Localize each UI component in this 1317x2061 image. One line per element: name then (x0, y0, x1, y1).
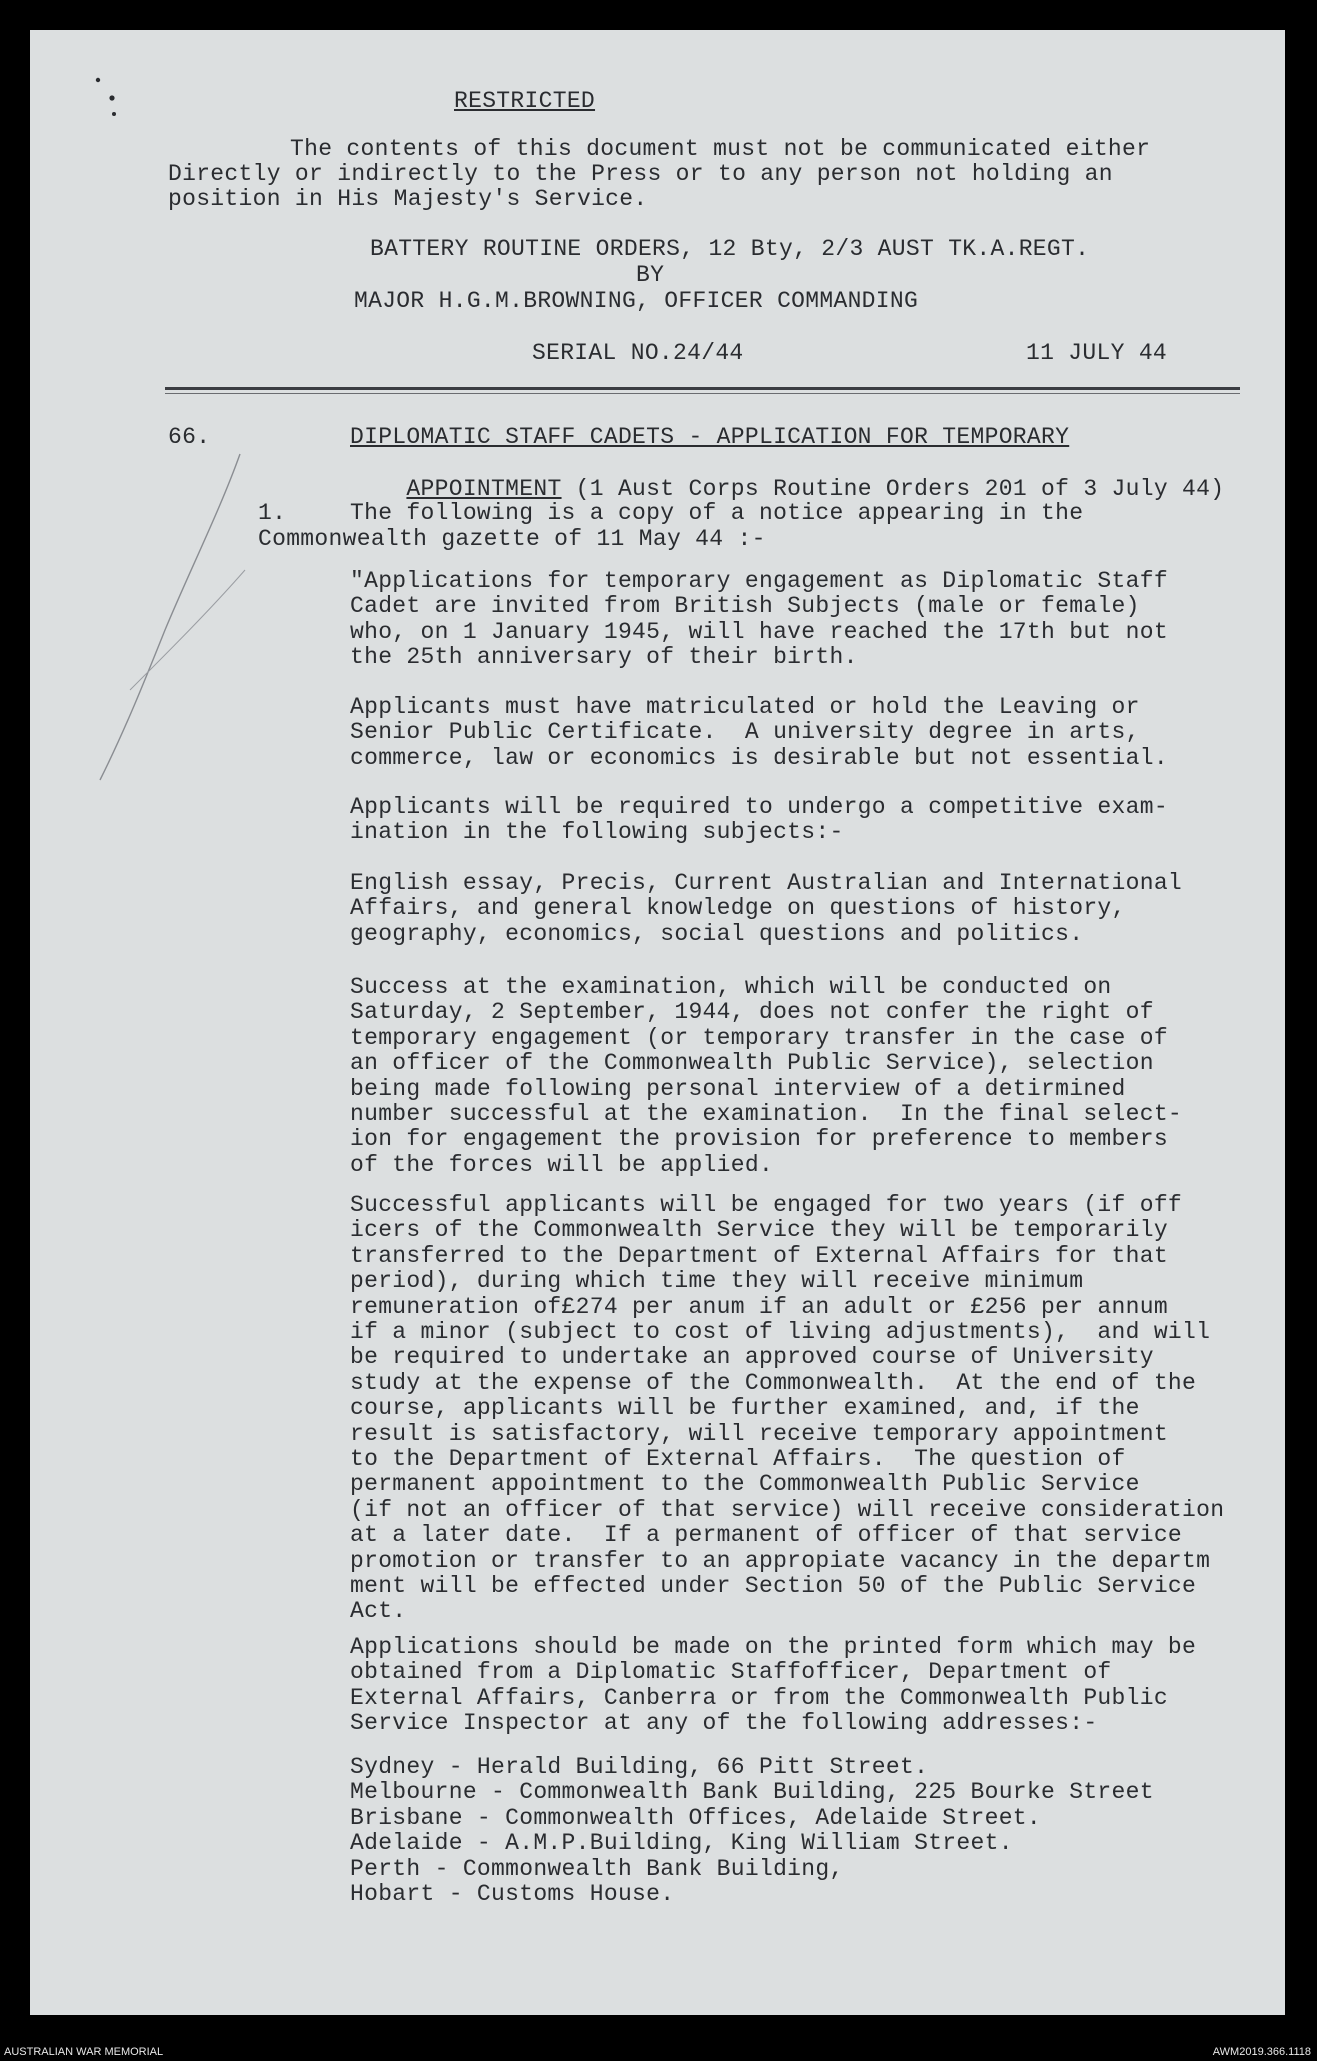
notice-paragraph-8-line: Melbourne - Commonwealth Bank Building, 225 Bourke Street (350, 1779, 1154, 1805)
notice-paragraph-6-line: transferred to the Department of External Affairs for that (350, 1243, 1168, 1269)
notice-paragraph-7-line: obtained from a Diplomatic Staffofficer, Department of (350, 1659, 1112, 1685)
paper-crease (70, 450, 250, 790)
notice-paragraph-5-line: ion for engagement the provision for preference to members (350, 1126, 1168, 1152)
notice-paragraph-6-line: at a later date. If a permanent of officer of that service (350, 1522, 1183, 1548)
notice-paragraph-7-line: External Affairs, Canberra or from the Commonwealth Public (350, 1685, 1168, 1711)
notice-paragraph-6-line: result is satisfactory, will receive temporary appointment (350, 1421, 1168, 1447)
item-heading-line-1: DIPLOMATIC STAFF CADETS - APPLICATION FOR TEMPORARY (350, 424, 1070, 450)
notice-paragraph-3-line: ination in the following subjects:- (350, 819, 844, 845)
notice-paragraph-7-line: Applications should be made on the printed form which may be (350, 1634, 1197, 1660)
notice-paragraph-8-line: Hobart - Customs House. (350, 1881, 675, 1907)
serial-number: SERIAL NO.24/44 (532, 340, 744, 366)
intro-line-1: The following is a copy of a notice appearing in the (350, 500, 1084, 526)
notice-paragraph-6-line: Successful applicants will be engaged for two years (if off (350, 1192, 1183, 1218)
notice-paragraph-6-line: icers of the Commonwealth Service they will be temporarily (350, 1217, 1168, 1243)
notice-paragraph-4-line: Affairs, and general knowledge on questions of history, (350, 895, 1126, 921)
ink-specks (90, 74, 130, 134)
item-heading-reference: (1 Aust Corps Routine Orders 201 of 3 July 44) (561, 476, 1225, 502)
notice-line-2: Directly or indirectly to the Press or to any person not holding an (168, 161, 1113, 187)
notice-paragraph-2-line: Senior Public Certificate. A university degree in arts, (350, 719, 1140, 745)
document-date: 11 JULY 44 (1026, 340, 1168, 366)
notice-paragraph-8-line: Perth - Commonwealth Bank Building, (350, 1856, 844, 1882)
header-rule-thin (165, 393, 1240, 394)
notice-line-1: The contents of this document must not be communicated either (290, 136, 1151, 162)
notice-paragraph-2-line: Applicants must have matriculated or hold the Leaving or (350, 694, 1140, 720)
archive-accession-number: AWM2019.366.1118 (1212, 2046, 1311, 2058)
notice-paragraph-4-line: English essay, Precis, Current Australian and International (350, 870, 1183, 896)
notice-paragraph-8-line: Sydney - Herald Building, 66 Pitt Street. (350, 1754, 929, 1780)
title-line-1: BATTERY ROUTINE ORDERS, 12 Bty, 2/3 AUST TK.A.REGT. (370, 236, 1090, 262)
archive-credit: AUSTRALIAN WAR MEMORIAL (4, 2046, 164, 2058)
item-heading-appointment: APPOINTMENT (406, 476, 562, 502)
notice-paragraph-5-line: being made following personal interview of a detirmined (350, 1076, 1126, 1102)
notice-paragraph-6-line: period), during which time they will receive minimum (350, 1268, 1084, 1294)
notice-paragraph-7-line: Service Inspector at any of the following addresses:- (350, 1710, 1098, 1736)
header-rule (165, 387, 1240, 390)
notice-paragraph-6-line: study at the expense of the Commonwealth. At the end of the (350, 1370, 1197, 1396)
notice-paragraph-6-line: Act. (350, 1598, 407, 1624)
notice-paragraph-6-line: if a minor (subject to cost of living adjustments), and will (350, 1319, 1211, 1345)
notice-paragraph-6-line: promotion or transfer to an appropiate vacancy in the departm (350, 1548, 1211, 1574)
intro-line-2: Commonwealth gazette of 11 May 44 :- (258, 526, 766, 552)
notice-paragraph-8-line: Brisbane - Commonwealth Offices, Adelaide Street. (350, 1805, 1042, 1831)
notice-paragraph-2-line: commerce, law or economics is desirable but not essential. (350, 745, 1168, 771)
document-page (30, 30, 1285, 2015)
notice-paragraph-6-line: course, applicants will be further examined, and, if the (350, 1395, 1140, 1421)
notice-paragraph-6-line: permanent appointment to the Commonwealth Public Service (350, 1471, 1140, 1497)
notice-paragraph-6-line: be required to undertake an approved course of University (350, 1344, 1154, 1370)
item-number: 66. (168, 424, 211, 450)
title-line-3: MAJOR H.G.M.BROWNING, OFFICER COMMANDING (354, 288, 919, 314)
notice-paragraph-6-line: ment will be effected under Section 50 of the Public Service (350, 1573, 1197, 1599)
notice-paragraph-8-line: Adelaide - A.M.P.Building, King William Street. (350, 1830, 1013, 1856)
notice-paragraph-1-line: Cadet are invited from British Subjects (male or female) (350, 593, 1140, 619)
notice-paragraph-5-line: Success at the examination, which will be conducted on (350, 974, 1112, 1000)
notice-paragraph-6-line: remuneration of£274 per anum if an adult or £256 per annum (350, 1294, 1168, 1320)
notice-paragraph-1-line: who, on 1 January 1945, will have reached the 17th but not (350, 619, 1168, 645)
notice-paragraph-6-line: (if not an officer of that service) will receive consideration (350, 1497, 1225, 1523)
notice-paragraph-5-line: temporary engagement (or temporary transfer in the case of (350, 1025, 1168, 1051)
notice-paragraph-3-line: Applicants will be required to undergo a competitive exam- (350, 794, 1168, 820)
notice-paragraph-1-line: "Applications for temporary engagement as Diplomatic Staff (350, 568, 1168, 594)
notice-paragraph-6-line: to the Department of External Affairs. The question of (350, 1446, 1126, 1472)
notice-paragraph-5-line: Saturday, 2 September, 1944, does not confer the right of (350, 999, 1154, 1025)
classification-heading: RESTRICTED (454, 88, 596, 114)
notice-paragraph-5-line: number successful at the examination. In the final select- (350, 1101, 1183, 1127)
paragraph-number: 1. (258, 500, 287, 526)
title-line-2: BY (636, 262, 665, 288)
notice-paragraph-5-line: an officer of the Commonwealth Public Service), selection (350, 1050, 1154, 1076)
notice-paragraph-4-line: geography, economics, social questions and politics. (350, 921, 1084, 947)
notice-paragraph-5-line: of the forces will be applied. (350, 1152, 774, 1178)
notice-line-3: position in His Majesty's Service. (168, 186, 648, 212)
notice-paragraph-1-line: the 25th anniversary of their birth. (350, 644, 858, 670)
